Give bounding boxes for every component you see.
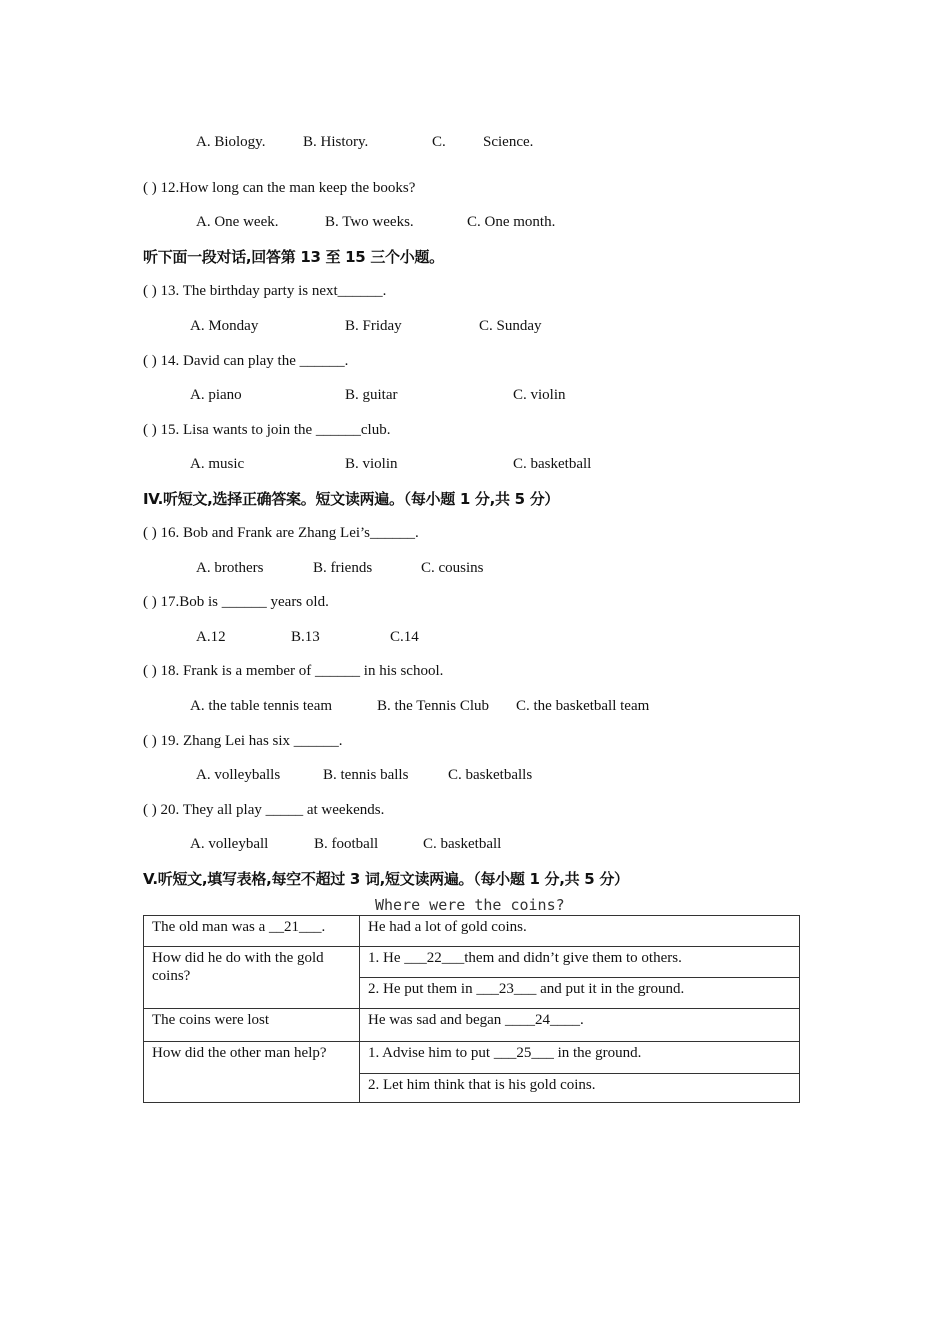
table-cell-right: 1. Advise him to put ___25___ in the ground.: [360, 1042, 800, 1074]
q19-option-a[interactable]: A. volleyballs: [196, 767, 281, 783]
q15-option-a[interactable]: A. music: [190, 456, 245, 472]
q15-option-b[interactable]: B. violin: [345, 456, 398, 472]
q11-option-c[interactable]: C.: [432, 134, 446, 150]
q14-option-c[interactable]: C. violin: [513, 387, 566, 403]
table-cell-left: The old man was a __21___.: [144, 916, 360, 947]
q18-option-a[interactable]: A. the table tennis team: [190, 698, 333, 714]
section-iv-heading: IV.听短文,选择正确答案。短文读两遍。（每小题 1 分,共 5 分）: [143, 490, 560, 508]
q13-question: ( ) 13. The birthday party is next______.: [143, 283, 387, 299]
q14-option-b[interactable]: B. guitar: [345, 387, 398, 403]
q16-option-c[interactable]: C. cousins: [421, 560, 484, 576]
q12-question: ( ) 12.How long can the man keep the books?: [143, 180, 416, 196]
q17-option-a[interactable]: A.12: [196, 629, 226, 645]
table-cell-right: 1. He ___22___them and didn’t give them to others.: [360, 947, 800, 978]
q18-option-b[interactable]: B. the Tennis Club: [377, 698, 490, 714]
q17-question: ( ) 17.Bob is ______ years old.: [143, 594, 329, 610]
q17-option-b[interactable]: B.13: [291, 629, 320, 645]
q13-option-c[interactable]: C. Sunday: [479, 318, 542, 334]
table-cell-right: He was sad and began ____24____.: [360, 1009, 800, 1042]
table-cell-right: 2. He put them in ___23___ and put it in the ground.: [360, 978, 800, 1009]
q13-option-a[interactable]: A. Monday: [190, 318, 259, 334]
q19-question: ( ) 19. Zhang Lei has six ______.: [143, 733, 343, 749]
q20-option-a[interactable]: A. volleyball: [190, 836, 269, 852]
q11-option-a[interactable]: A. Biology.: [196, 134, 266, 150]
q18-option-c[interactable]: C. the basketball team: [516, 698, 650, 714]
q16-question: ( ) 16. Bob and Frank are Zhang Lei’s______.: [143, 525, 419, 541]
q19-option-c[interactable]: C. basketballs: [448, 767, 533, 783]
q12-option-b[interactable]: B. Two weeks.: [325, 214, 414, 230]
table-cell-left: How did he do with the gold coins?: [144, 947, 360, 1009]
q16-option-a[interactable]: A. brothers: [196, 560, 264, 576]
q20-option-b[interactable]: B. football: [314, 836, 379, 852]
table-caption: Where were the coins?: [375, 896, 565, 914]
table-cell-right: 2. Let him think that is his gold coins.: [360, 1074, 800, 1103]
q14-question: ( ) 14. David can play the ______.: [143, 353, 349, 369]
table-cell-left: How did the other man help?: [144, 1042, 360, 1103]
q11-option-c-text[interactable]: Science.: [483, 134, 534, 150]
section-v-heading: V.听短文,填写表格,每空不超过 3 词,短文读两遍。（每小题 1 分,共 5 分）: [143, 870, 629, 888]
table-row: [144, 1009, 800, 1042]
fill-in-table: [143, 915, 800, 1103]
q14-option-a[interactable]: A. piano: [190, 387, 242, 403]
table-cell-left: The coins were lost: [144, 1009, 360, 1042]
q20-question: ( ) 20. They all play _____ at weekends.: [143, 802, 385, 818]
q11-option-b[interactable]: B. History.: [303, 134, 369, 150]
section-13-15-heading: 听下面一段对话,回答第 13 至 15 三个小题。: [143, 248, 444, 266]
q12-option-c[interactable]: C. One month.: [467, 214, 556, 230]
table-row: [144, 947, 800, 978]
q12-option-a[interactable]: A. One week.: [196, 214, 279, 230]
q16-option-b[interactable]: B. friends: [313, 560, 373, 576]
q20-option-c[interactable]: C. basketball: [423, 836, 502, 852]
table-row: [144, 1042, 800, 1074]
q13-option-b[interactable]: B. Friday: [345, 318, 402, 334]
q19-option-b[interactable]: B. tennis balls: [323, 767, 409, 783]
table-row: [144, 916, 800, 947]
q15-option-c[interactable]: C. basketball: [513, 456, 592, 472]
q15-question: ( ) 15. Lisa wants to join the ______club.: [143, 422, 391, 438]
table-cell-right: He had a lot of gold coins.: [360, 916, 800, 947]
q18-question: ( ) 18. Frank is a member of ______ in his school.: [143, 663, 444, 679]
q17-option-c[interactable]: C.14: [390, 629, 419, 645]
